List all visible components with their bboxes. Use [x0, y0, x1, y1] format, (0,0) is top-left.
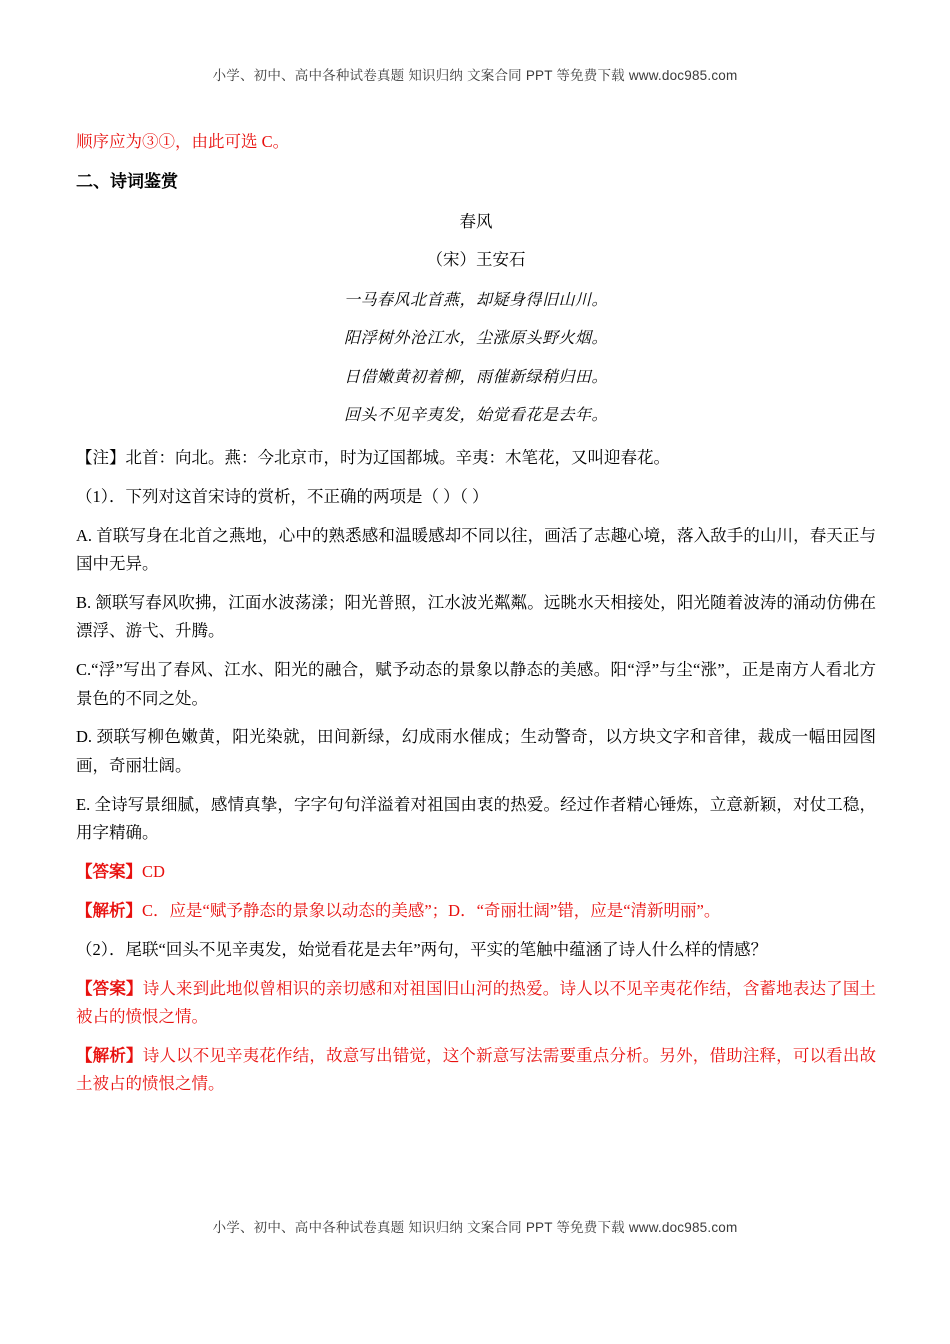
- poem-line: 回头不见辛夷发，始觉看花是去年。: [343, 407, 608, 425]
- question-2-answer: [76, 975, 876, 1032]
- poem-line: 一马春风北首燕，却疑身得旧山川。: [343, 291, 608, 309]
- poem-note: 【注】北首：向北。燕：今北京市，时为辽国都城。辛夷：木笔花，又叫迎春花。: [76, 447, 670, 467]
- question-1-option-c: C.“浮”写出了春风、江水、阳光的融合，赋予动态的景象以静态的美感。阳“浮”与尘“涨”，正是南方人看北方景色的不同之处。: [76, 660, 876, 708]
- answer-text: CD: [142, 861, 165, 881]
- document-content: [76, 128, 876, 1109]
- question-1-option-b: B. 颔联写春风吹拂，江面水波荡漾；阳光普照，江水波光粼粼。远眺水天相接处，阳光随着波涛的涌动仿佛在漂浮、游弋、升腾。: [76, 592, 876, 641]
- question-1-option-a: A. 首联写身在北首之燕地，心中的熟悉感和温暖感却不同以往，画活了志趣心境，落入敌手的山川，春天正与国中无异。: [76, 525, 876, 574]
- question-2-analysis: [76, 1042, 876, 1099]
- answer-text: 诗人来到此地似曾相识的亲切感和对祖国旧山河的热爱。诗人以不见辛夷花作结，含蓄地表达了国土被占的愤恨之情。: [76, 978, 877, 1026]
- section-title: 二、诗词鉴赏: [76, 171, 178, 191]
- question-2-stem: （2）．尾联“回头不见辛夷发，始觉看花是去年”两句，平实的笔触中蕴涵了诗人什么样的情感？: [76, 939, 768, 959]
- analysis-text: 诗人以不见辛夷花作结，故意写出错觉，这个新意写法需要重点分析。另外，借助注释，可以看出故土被占的愤恨之情。: [76, 1045, 877, 1094]
- watermark-bottom: 小学、初中、高中各种试卷真题 知识归纳 文案合同 PPT 等免费下载 www.doc985.com: [212, 1220, 738, 1235]
- poem-title: 春风: [459, 212, 493, 232]
- analysis-text: C．应是“赋予静态的景象以动态的美感”；D．“奇丽壮阔”错，应是“清新明丽”。: [142, 900, 721, 920]
- watermark-top: 小学、初中、高中各种试卷真题 知识归纳 文案合同 PPT 等免费下载 www.doc985.com: [212, 68, 738, 83]
- answer-label: 【答案】: [76, 978, 143, 998]
- analysis-label: 【解析】: [76, 1045, 143, 1065]
- carryover-line: 顺序应为③①，由此可选 C。: [76, 132, 290, 151]
- question-1-answer: [76, 858, 876, 886]
- poem-author: （宋）王安石: [426, 250, 526, 270]
- question-1-analysis: [76, 897, 876, 925]
- poem-line: 阳浮树外沧江水，尘涨原头野火烟。: [343, 330, 608, 348]
- analysis-label: 【解析】: [76, 900, 142, 920]
- question-1-option-d: D. 颈联写柳色嫩黄，阳光染就，田间新绿，幻成雨水催成；生动警奇，以方块文字和音律，裁成一幅田园图画，奇丽壮阔。: [76, 727, 876, 775]
- poem-line: 日借嫩黄初着柳，雨催新绿稍归田。: [343, 368, 608, 386]
- question-1-stem: （1）．下列对这首宋诗的赏析，不正确的两项是（ ）（ ）: [76, 486, 489, 506]
- answer-label: 【答案】: [76, 861, 142, 881]
- question-1-option-e: E. 全诗写景细腻，感情真挚，字字句句洋溢着对祖国由衷的热爱。经过作者精心锤炼，立意新颖，对仗工稳，用字精确。: [76, 794, 876, 843]
